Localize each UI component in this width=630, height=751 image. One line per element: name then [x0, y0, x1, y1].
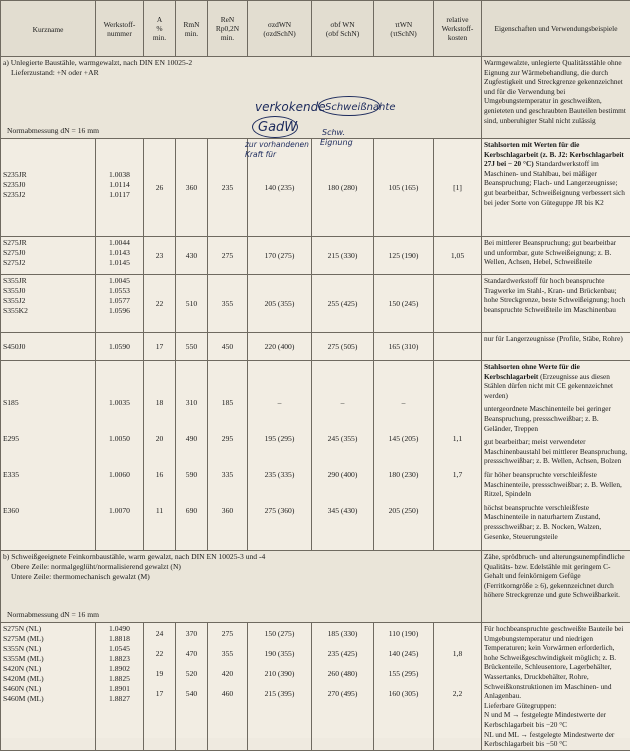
row2-names: S275JR S275J0 S275J2 — [1, 237, 96, 275]
table-row — [1, 139, 630, 237]
row4-szdw: 220 (400) — [248, 333, 312, 361]
handwritten-note: GadW — [258, 120, 297, 135]
group2-sbw: – 245 (355) 290 (400) 345 (430) — [312, 361, 374, 551]
header-werkstoff: Werkstoff- nummer — [96, 1, 144, 57]
group2-tw: – 145 (205) 180 (230) 205 (250) — [374, 361, 434, 551]
section-b-row — [1, 551, 630, 623]
group2-szdw: – 195 (295) 235 (335) 275 (360) — [248, 361, 312, 551]
row3-sbw: 255 (425) — [312, 275, 374, 333]
handwritten-note: Eignung — [320, 138, 353, 147]
section-a-props: Warmgewalzte, unlegierte Qualitätsstähle ohne Eignung zur Wärmebehandlung, die durch Zugfestigkeit und Streckgrenze gekennzeichnet und für die Verwendung bei Umgebungstemperatur in geschweißten, genieteten und geschraubten Bauteilen bestimmt sind, unberuhigter Stahl nicht zulässig — [482, 57, 630, 139]
table-header — [1, 1, 630, 57]
fine-nums: 1.0490 1.8818 1.0545 1.8823 1.8902 1.8825 1.8901 1.8827 — [96, 623, 144, 751]
group2-kosten: 1,1 1,7 — [434, 361, 482, 551]
fine-rm: 370 470 520 540 — [176, 623, 208, 751]
row1-szdw: 140 (235) — [248, 139, 312, 237]
section-a-row — [1, 57, 630, 139]
row2-nums: 1.0044 1.0143 1.0145 — [96, 237, 144, 275]
row1-rm: 360 — [176, 139, 208, 237]
group2-rm: 310 490 590 690 — [176, 361, 208, 551]
handwritten-circle — [318, 96, 380, 116]
row4-rm: 550 — [176, 333, 208, 361]
row4-a: 17 — [144, 333, 176, 361]
row4-kosten — [434, 333, 482, 361]
row2-props: Bei mittlerer Beanspruchung; gut bearbeitbar und unformbar, gute Schweißeignung; z. B. Wellen, Achsen, Hebel, Schweißteile — [482, 237, 630, 275]
row2-sbw: 215 (330) — [312, 237, 374, 275]
row3-a: 22 — [144, 275, 176, 333]
row2-kosten: 1,05 — [434, 237, 482, 275]
row1-props: Stahlsorten mit Werten für die Kerbschlagarbeit (z. B. J2: Kerbschlagarbeit 27J bei − 20 °C) Standardwerkstoff im Maschinen- und Stahlbau, bei mäßiger Beanspruchung; Flach- und Langerzeugnisse; gut bearbeitbar, Schweißeignung verbessert sich bei jeder Sorte von Güteguppe JR bis K2 — [482, 139, 630, 237]
header-kosten: relative Werkstoff- kosten — [434, 1, 482, 57]
row1-nums: 1.0038 1.0114 1.0117 — [96, 139, 144, 237]
table-row-group2 — [1, 361, 630, 551]
row3-tw: 150 (245) — [374, 275, 434, 333]
header-szdw: σzdWN (σzdSchN) — [248, 1, 312, 57]
fine-re: 275 355 420 460 — [208, 623, 248, 751]
handwritten-note: Kraft für — [245, 150, 276, 159]
fine-props: Für hochbeanspruchte geschweißte Bauteile bei Umgebungstemperatur und niedrigen Temperaturen; kein Vorwärmen erforderlich, hohe Schweißgeschwindigkeit möglich; z. B. Brückenteile, Schleusentore, Lagerbehälter, Wassertanks, Druckbehälter, Rohre, Schweißkonstruktionen im Maschinen- und Anlagenbau. Lieferbare Gütegruppen: N und M → festgelegte Mindestwerte der Kerbschlagarbeit bis −20 °C NL und ML → festgelegte Mindestwerte der Kerbschlagarbeit bis −50 °C — [482, 623, 630, 751]
row2-re: 275 — [208, 237, 248, 275]
row1-a: 26 — [144, 139, 176, 237]
row3-kosten — [434, 275, 482, 333]
row3-re: 355 — [208, 275, 248, 333]
row3-rm: 510 — [176, 275, 208, 333]
table-row — [1, 275, 630, 333]
table-row-fine — [1, 623, 630, 751]
row2-a: 23 — [144, 237, 176, 275]
header-tw: τtWN (τtSchN) — [374, 1, 434, 57]
row4-re: 450 — [208, 333, 248, 361]
row1-sbw: 180 (280) — [312, 139, 374, 237]
header-sbw: σbf WN (σbf SchN) — [312, 1, 374, 57]
row2-tw: 125 (190) — [374, 237, 434, 275]
row3-nums: 1.0045 1.0553 1.0577 1.0596 — [96, 275, 144, 333]
row4-tw: 165 (310) — [374, 333, 434, 361]
row2-rm: 430 — [176, 237, 208, 275]
group2-names: S185 E295 E335 E360 — [1, 361, 96, 551]
group2-re: 185 295 335 360 — [208, 361, 248, 551]
row2-szdw: 170 (275) — [248, 237, 312, 275]
section-a-title: a) Unlegierte Baustähle, warmgewalzt, nach DIN EN 10025-2 Lieferzustand: +N oder +AR Normabmessung dN = 16 mm — [1, 57, 482, 139]
fine-szdw: 150 (275) 190 (355) 210 (390) 215 (395) — [248, 623, 312, 751]
row3-props: Standardwerkstoff für hoch beanspruchte Tragwerke im Stahl-, Kran- und Brückenbau; hohe Streckgrenze, beste Schweißeignung; hoch beanspruchte Schweißteile im Maschinenbau — [482, 275, 630, 333]
row4-name: S450J0 — [1, 333, 96, 361]
handwritten-note: verkokende — [255, 100, 326, 114]
group2-a: 18 20 16 11 — [144, 361, 176, 551]
table-row — [1, 333, 630, 361]
row1-re: 235 — [208, 139, 248, 237]
group2-props: Stahlsorten ohne Werte für die Kerbschlagarbeit (Erzeugnisse aus diesen Stählen dürfen nicht mit CE gekennzeichnet werden) untergeordnete Maschinenteile bei geringer Beanspruchung, pressschweißbar; z. B. Geländer, Treppen gut bearbeitbar; meist verwendeter Maschinenbaustahl bei mittlerer Beanspruchung, pressschweißbar; z. B. Wellen, Achsen, Bolzen für höher beanspruchte verschleißfeste Maschinenteile, pressschweißbar; z. B. Wellen, Ritzel, Spindeln höchst beanspruchte verschleißfeste Maschinenteile in naturhartem Zustand, pressschweißbar; z. B. Nocken, Walzen, Gesenke, Steuerungsteile — [482, 361, 630, 551]
row4-sbw: 275 (505) — [312, 333, 374, 361]
table-row — [1, 237, 630, 275]
fine-kosten: 1,8 2,2 — [434, 623, 482, 751]
row3-szdw: 205 (355) — [248, 275, 312, 333]
header-kurzname: Kurzname — [1, 1, 96, 57]
handwritten-note: Schweißnahte — [325, 102, 395, 113]
header-rm: RmN min. — [176, 1, 208, 57]
fine-a: 24 22 19 17 — [144, 623, 176, 751]
handwritten-note: zur vorhandenen — [245, 140, 309, 149]
section-b-props: Zähe, sprödbruch- und alterungsunempfindliche Qualitäts- bzw. Edelstähle mit geringem C-Gehalt und feinkörnigem Gefüge (Ferritkorngröße ≥ 6), gekennzeichnet durch höhere Streckgrenze und gute Schweißbarkeit. — [482, 551, 630, 623]
header-re: ReN Rp0,2N min. — [208, 1, 248, 57]
fine-sbw: 185 (330) 235 (425) 260 (480) 270 (495) — [312, 623, 374, 751]
header-a: A % min. — [144, 1, 176, 57]
row1-kosten: [1] — [434, 139, 482, 237]
row1-names: S235JR S235J0 S235J2 — [1, 139, 96, 237]
group2-nums: 1.0035 1.0050 1.0060 1.0070 — [96, 361, 144, 551]
row4-num: 1.0590 — [96, 333, 144, 361]
row3-names: S355JR S355J0 S355J2 S355K2 — [1, 275, 96, 333]
fine-names: S275N (NL) S275M (ML) S355N (NL) S355M (ML) S420N (NL) S420M (ML) S460N (NL) S460M (ML) — [1, 623, 96, 751]
handwritten-note: Schw. — [322, 128, 345, 137]
row1-tw: 105 (165) — [374, 139, 434, 237]
handwritten-circle — [252, 116, 298, 138]
section-b-title: b) Schweißgeeignete Feinkornbaustähle, warm gewalzt, nach DIN EN 10025-3 und -4 Obere Zeile: normalgeglüht/normalisierend gewalzt (N) Untere Zeile: thermomechanisch gewalzt (M) Normabmessung dN = 16 mm — [1, 551, 482, 623]
fine-tw: 110 (190) 140 (245) 155 (295) 160 (305) — [374, 623, 434, 751]
row4-props: nur für Langerzeugnisse (Profile, Stäbe, Rohre) — [482, 333, 630, 361]
header-eigen: Eigenschaften und Verwendungsbeispiele — [482, 1, 630, 57]
